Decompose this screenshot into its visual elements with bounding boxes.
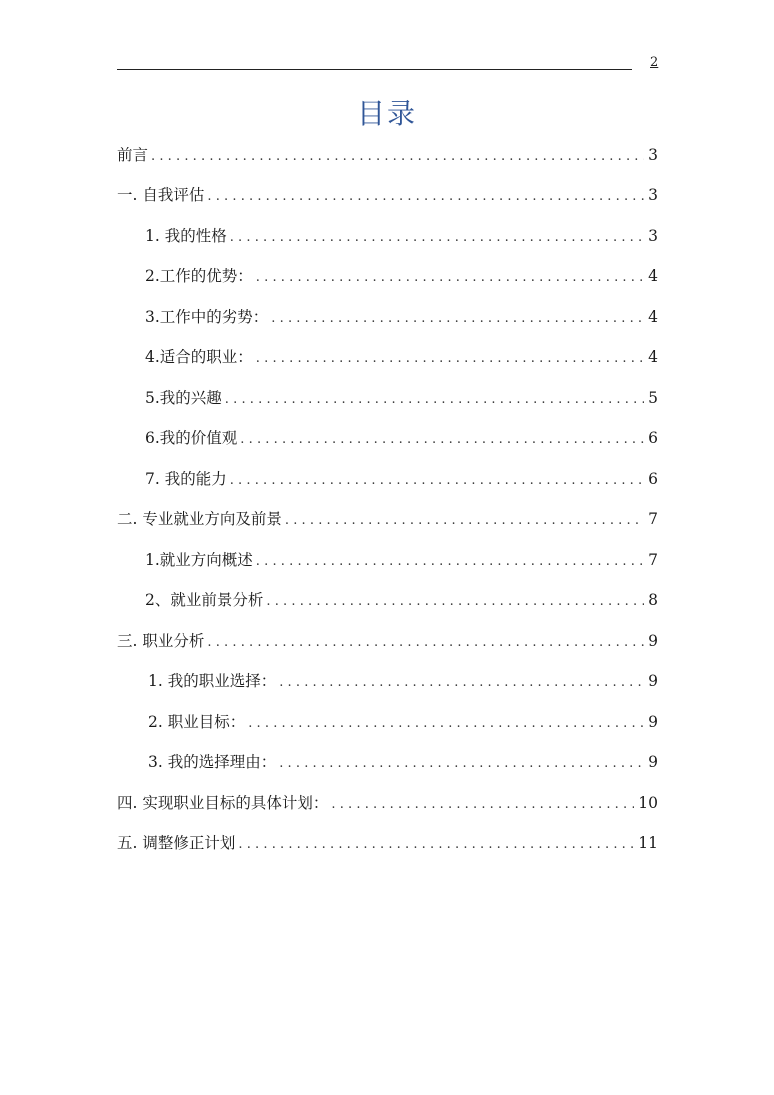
toc-entry-label: 三. 职业分析 — [117, 632, 205, 650]
toc-leader-dots — [240, 428, 644, 452]
toc-entry-prospect-analysis[interactable] — [145, 588, 658, 612]
toc-entry-preface[interactable] — [117, 143, 658, 167]
toc-entry-suitable-careers[interactable] — [145, 345, 658, 369]
toc-leader-dots — [151, 145, 644, 169]
toc-entry-label: 一. 自我评估 — [117, 186, 205, 204]
toc-leader-dots — [256, 347, 644, 371]
toc-entry-action-plan[interactable] — [117, 791, 658, 815]
toc-entry-page: 6 — [648, 429, 658, 447]
toc-entry-page: 9 — [648, 632, 658, 650]
toc-entry-page: 7 — [648, 551, 658, 569]
toc-entry-page: 4 — [648, 348, 658, 366]
toc-entry-label: 1. 我的职业选择： — [148, 672, 277, 690]
toc-entry-label: 3.工作中的劣势： — [145, 308, 269, 326]
toc-entry-label: 2. 职业目标： — [148, 713, 246, 731]
toc-entry-career-goal[interactable] — [148, 710, 658, 734]
toc-leader-dots — [225, 388, 644, 412]
toc-entry-strengths[interactable] — [145, 264, 658, 288]
toc-entry-personality[interactable] — [145, 224, 658, 248]
toc-entry-label: 3. 我的选择理由： — [148, 753, 277, 771]
toc-leader-dots — [285, 509, 644, 533]
toc-entry-abilities[interactable] — [145, 467, 658, 491]
toc-entry-values[interactable] — [145, 426, 658, 450]
toc-entry-page: 10 — [638, 794, 658, 812]
toc-entry-self-assessment[interactable] — [117, 183, 658, 207]
toc-entry-choice-reasons[interactable] — [148, 750, 658, 774]
toc-entry-label: 前言 — [117, 146, 149, 164]
toc-entry-label: 2、就业前景分析 — [145, 591, 264, 609]
toc-leader-dots — [238, 833, 634, 857]
toc-entry-interests[interactable] — [145, 386, 658, 410]
toc-leader-dots — [248, 712, 644, 736]
toc-leader-dots — [266, 590, 644, 614]
toc-entry-page: 7 — [648, 510, 658, 528]
toc-entry-plan-adjustment[interactable] — [117, 831, 658, 855]
toc-entry-career-analysis[interactable] — [117, 629, 658, 653]
toc-entry-page: 9 — [648, 713, 658, 731]
toc-entry-page: 8 — [648, 591, 658, 609]
toc-entry-label: 5.我的兴趣 — [145, 389, 222, 407]
toc-leader-dots — [256, 550, 644, 574]
toc-entry-label: 四. 实现职业目标的具体计划： — [117, 794, 329, 812]
toc-leader-dots — [256, 266, 644, 290]
toc-entry-page: 9 — [648, 672, 658, 690]
toc-entry-page: 4 — [648, 308, 658, 326]
toc-entry-page: 9 — [648, 753, 658, 771]
page-number: 2 — [650, 55, 659, 70]
toc-entry-page: 3 — [648, 186, 658, 204]
toc-entry-label: 1.就业方向概述 — [145, 551, 253, 569]
toc-entry-page: 6 — [648, 470, 658, 488]
toc-leader-dots — [230, 226, 644, 250]
toc-entry-label: 6.我的价值观 — [145, 429, 238, 447]
toc-leader-dots — [207, 631, 644, 655]
toc-leader-dots — [331, 793, 634, 817]
toc-entry-page: 4 — [648, 267, 658, 285]
toc-leader-dots — [230, 469, 644, 493]
toc-entry-page: 3 — [648, 227, 658, 245]
toc-entry-label: 1. 我的性格 — [145, 227, 227, 245]
toc-entry-weaknesses[interactable] — [145, 305, 658, 329]
toc-entry-employment-prospects[interactable] — [117, 507, 658, 531]
toc-entry-page: 5 — [648, 389, 658, 407]
toc-entry-page: 3 — [648, 146, 658, 164]
toc-entry-label: 7. 我的能力 — [145, 470, 227, 488]
toc-entry-label: 4.适合的职业： — [145, 348, 253, 366]
toc-entry-direction-overview[interactable] — [145, 548, 658, 572]
toc-leader-dots — [207, 185, 644, 209]
toc-leader-dots — [279, 671, 644, 695]
toc-entry-label: 五. 调整修正计划 — [117, 834, 236, 852]
toc-entry-label: 二. 专业就业方向及前景 — [117, 510, 282, 528]
toc-title: 目录 — [356, 97, 417, 130]
toc-leader-dots — [271, 307, 644, 331]
toc-leader-dots — [279, 752, 644, 776]
toc-entry-label: 2.工作的优势： — [145, 267, 253, 285]
toc-entry-page: 11 — [638, 834, 658, 852]
toc-entry-career-choice[interactable] — [148, 669, 658, 693]
